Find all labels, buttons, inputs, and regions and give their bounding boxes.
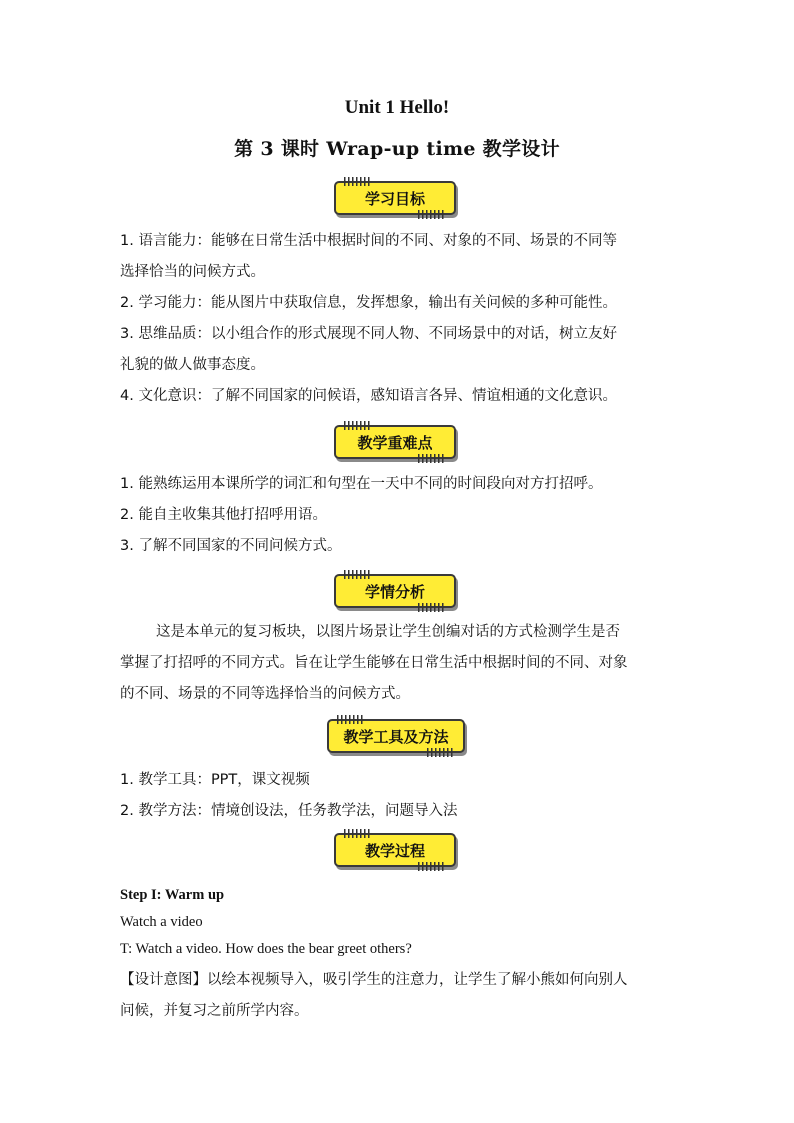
section-badge-analysis xyxy=(334,574,456,608)
spiral-coil-icon xyxy=(418,454,444,463)
spiral-coil-icon xyxy=(418,210,444,219)
objective-line: 1. 语言能力：能够在日常生活中根据时间的不同、对象的不同、场景的不同等 xyxy=(120,233,617,249)
spiral-coil-icon xyxy=(427,748,453,757)
document-title: Unit 1 Hello! xyxy=(344,97,450,118)
process-line: Watch a video xyxy=(120,914,203,930)
spiral-coil-icon xyxy=(344,570,370,579)
design-intent-line: 【设计意图】以绘本视频导入，吸引学生的注意力，让学生了解小熊如何向别人 xyxy=(120,972,628,988)
analysis-line: 掌握了打招呼的不同方式。旨在让学生能够在日常生活中根据时间的不同、对象 xyxy=(120,655,628,671)
analysis-line: 的不同、场景的不同等选择恰当的问候方式。 xyxy=(120,686,410,702)
spiral-coil-icon xyxy=(344,829,370,838)
spiral-coil-icon xyxy=(344,177,370,186)
section-heading: 学习目标 xyxy=(364,189,425,208)
section-heading: 教学工具及方法 xyxy=(343,727,449,746)
section-badge-tools xyxy=(327,719,465,753)
spiral-coil-icon xyxy=(344,421,370,430)
section-heading: 教学重难点 xyxy=(357,433,433,452)
objective-line: 礼貌的做人做事态度。 xyxy=(120,357,265,373)
spiral-coil-icon xyxy=(337,715,363,724)
objective-line: 3. 思维品质：以小组合作的形式展现不同人物、不同场景中的对话，树立友好 xyxy=(120,326,617,342)
analysis-line: 这是本单元的复习板块，以图片场景让学生创编对话的方式检测学生是否 xyxy=(156,624,620,640)
objective-line: 4. 文化意识：了解不同国家的问候语，感知语言各异、情谊相通的文化意识。 xyxy=(120,388,617,404)
design-intent-line: 问候，并复习之前所学内容。 xyxy=(120,1003,309,1019)
tools-line: 2. 教学方法：情境创设法，任务教学法，问题导入法 xyxy=(120,803,458,819)
step-title: Step I: Warm up xyxy=(120,887,225,903)
key-point-line: 3. 了解不同国家的不同问候方式。 xyxy=(120,538,342,554)
process-line: T: Watch a video. How does the bear greet others? xyxy=(120,941,412,957)
objective-line: 选择恰当的问候方式。 xyxy=(120,264,265,280)
section-heading: 教学过程 xyxy=(364,841,425,860)
key-point-line: 1. 能熟练运用本课所学的词汇和句型在一天中不同的时间段向对方打招呼。 xyxy=(120,476,603,492)
key-point-line: 2. 能自主收集其他打招呼用语。 xyxy=(120,507,327,523)
section-badge-objectives xyxy=(334,181,456,215)
section-heading: 学情分析 xyxy=(364,582,425,601)
spiral-coil-icon xyxy=(418,862,444,871)
document-subtitle: 第 3 课时 Wrap-up time 教学设计 xyxy=(234,138,560,160)
spiral-coil-icon xyxy=(418,603,444,612)
objective-line: 2. 学习能力：能从图片中获取信息，发挥想象，输出有关问候的多种可能性。 xyxy=(120,295,617,311)
tools-line: 1. 教学工具：PPT，课文视频 xyxy=(120,772,310,788)
section-badge-process xyxy=(334,833,456,867)
section-badge-key-points xyxy=(334,425,456,459)
